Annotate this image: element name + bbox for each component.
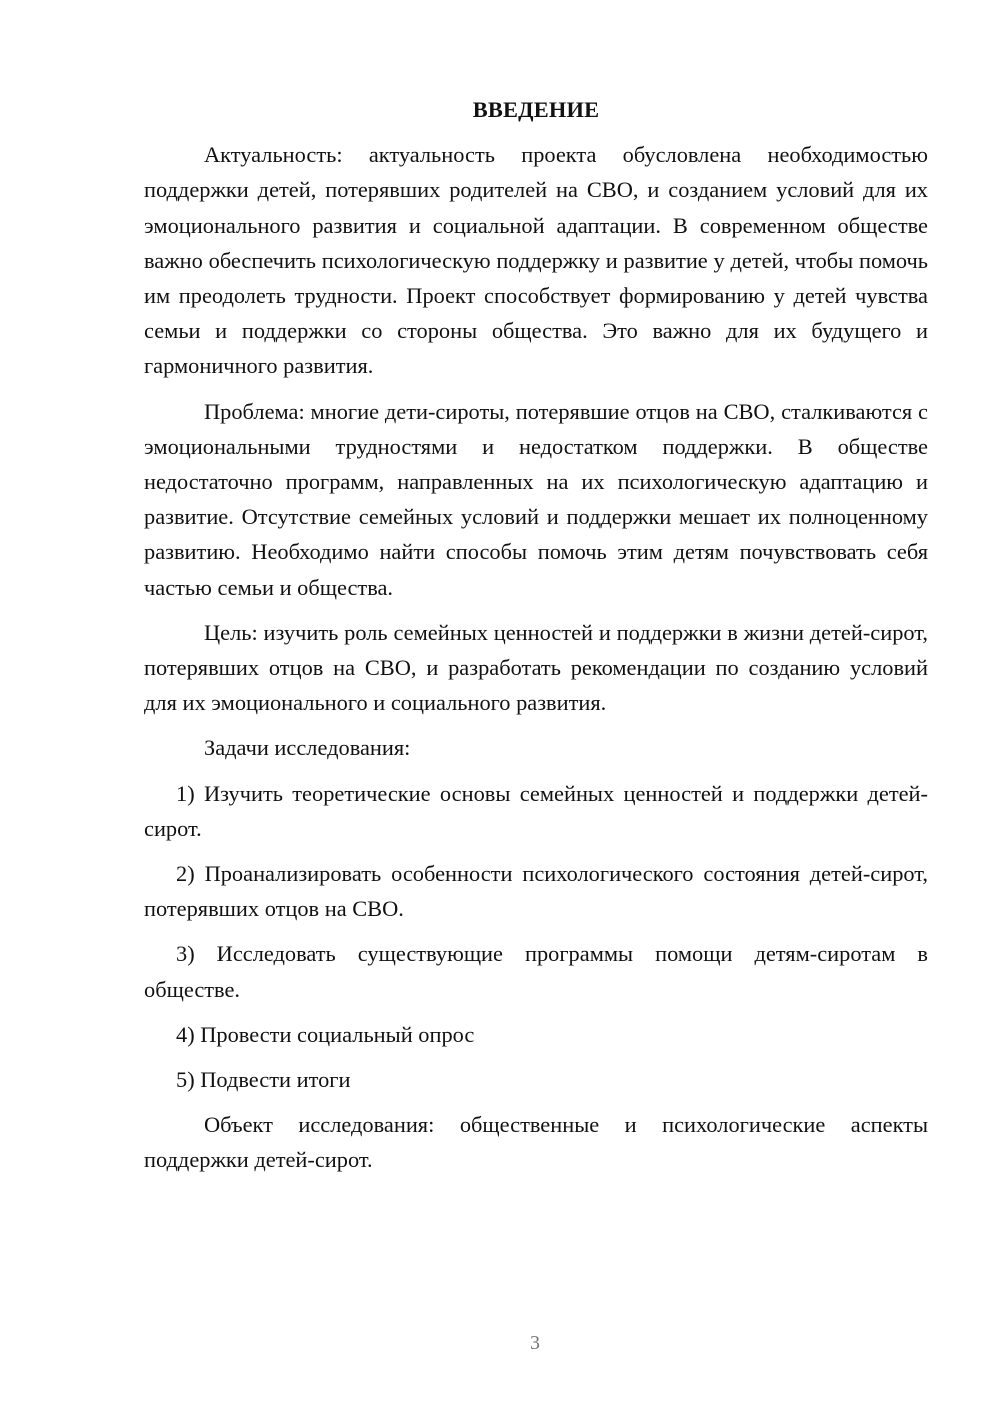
- task-item-2: 2) Проанализировать особенности психологического состояния детей-сирот, потерявших отцов на СВО.: [144, 861, 928, 922]
- document-title: ВВЕДЕНИЕ: [472, 97, 600, 122]
- task-item-1: 1) Изучить теоретические основы семейных ценностей и поддержки детей-сирот.: [144, 780, 928, 841]
- problem-paragraph: Проблема: многие дети-сироты, потерявшие отцов на СВО, сталкиваются с эмоциональными трудностями и недостатком поддержки. В обществе недостаточно программ, направленных на их психологическую адаптацию и развитие. Отсутствие семейных условий и поддержки мешает их полноценному развитию. Необходимо найти способы помочь этим детям почувствовать себя частью семьи и общества.: [144, 398, 928, 600]
- relevance-paragraph: Актуальность: актуальность проекта обусловлена необходимостью поддержки детей, потерявших родителей на СВО, и созданием условий для их эмоционального развития и социальной адаптации. В современном обществе важно обеспечить психологическую поддержку и развитие у детей, чтобы помочь им преодолеть трудности. Проект способствует формированию у детей чувства семьи и поддержки со стороны общества. Это важно для их будущего и гармоничного развития.: [144, 142, 928, 379]
- task-item-5: 5) Подвести итоги: [176, 1067, 351, 1093]
- page-number: 3: [530, 1332, 540, 1354]
- task-item-3: 3) Исследовать существующие программы помощи детям-сиротам в обществе.: [144, 941, 928, 1002]
- task-item-4: 4) Провести социальный опрос: [176, 1021, 475, 1047]
- tasks-heading: Задачи исследования:: [204, 735, 411, 761]
- object-paragraph: Объект исследования: общественные и психологические аспекты поддержки детей-сирот.: [144, 1112, 928, 1173]
- document-page: [144, 92, 928, 1188]
- goal-paragraph: Цель: изучить роль семейных ценностей и поддержки в жизни детей-сирот, потерявших отцов на СВО, и разработать рекомендации по созданию условий для их эмоционального и социального развития.: [144, 619, 928, 716]
